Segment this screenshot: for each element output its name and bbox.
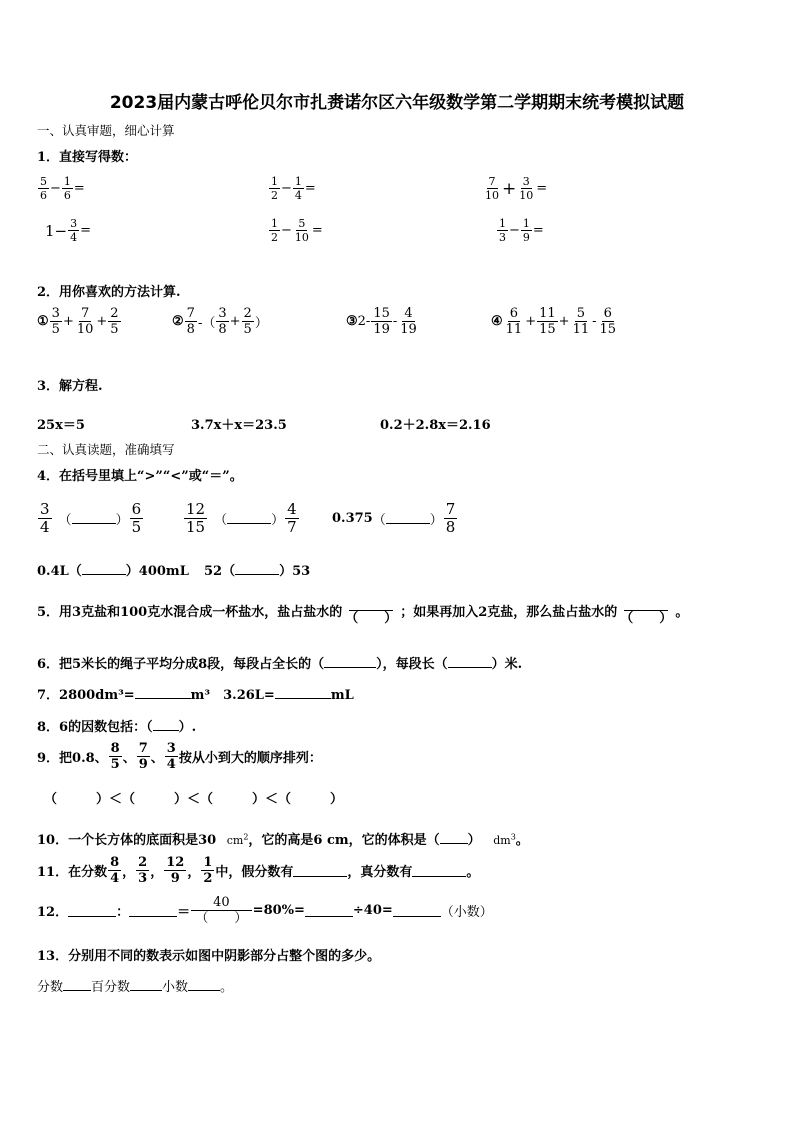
q4-blank-4[interactable] xyxy=(82,562,126,575)
q4-blank-1[interactable] xyxy=(72,511,116,524)
q10-blank[interactable] xyxy=(440,831,468,844)
q4-compare-5: 52（ ）53 xyxy=(204,564,311,579)
q7-blank-2[interactable] xyxy=(275,686,331,699)
q4-blank-2[interactable] xyxy=(227,511,271,524)
q4-compare-3: 0.375 （ ） $\frac{7}{8}$ xyxy=(332,500,456,536)
q8-blank[interactable] xyxy=(153,718,179,731)
question-7: 7．2800dm³= m³ 3.26L= mL xyxy=(37,688,354,703)
question-2-label: 2．用你喜欢的方法计算. xyxy=(37,285,181,300)
q11-blank-improper[interactable] xyxy=(293,864,347,877)
q5-blank-num-1[interactable] xyxy=(349,596,393,611)
q1-item-2: $\frac{1}{2}$ − $\frac{1}{4}$ = xyxy=(271,175,316,202)
q4-blank-3[interactable] xyxy=(386,511,430,524)
q3-equation-3: 0.2＋2.8x＝2.16 xyxy=(380,418,491,433)
question-11: 11．在分数 $\frac{8}{4}$ ， $\frac{2}{3}$ ， $\frac{12}{9}$ ， $\frac{1}{2}$ 中，假分数有 ，真分数有 。 xyxy=(37,855,480,886)
question-1-label: 1．直接写得数： xyxy=(37,150,138,165)
q7-blank-1[interactable] xyxy=(135,686,191,699)
q2-item-1: ① $\frac{3}{5}$ + $\frac{7}{10}$ + $\frac{2}{5}$ xyxy=(37,306,119,337)
q5-blank-num-2[interactable] xyxy=(624,596,668,611)
q2-item-2: ② $\frac{7}{8}$ -（ $\frac{3}{8}$ + $\frac{2}{5}$ ） xyxy=(172,306,268,337)
q1-item-1: $\frac{5}{6}$ − $\frac{1}{6}$ = xyxy=(40,175,85,202)
question-9: 9．把0.8、 $\frac{8}{5}$ 、 $\frac{7}{9}$ 、 $\frac{3}{4}$ 按从小到大的顺序排列： xyxy=(37,741,322,772)
q3-equation-1: 25x＝5 xyxy=(37,418,85,433)
question-13-label: 13．分别用不同的数表示如图中阴影部分占整个图的多少。 xyxy=(37,949,381,964)
q1-item-6: $\frac{1}{3}$ − $\frac{1}{9}$ = xyxy=(499,217,544,244)
question-4-label: 4．在括号里填上“>”“<”或“＝”。 xyxy=(37,469,243,484)
question-12: 12． ： ＝ $\frac{40}{( )}$ =80%= ÷40= （小数） xyxy=(37,895,493,926)
q2-item-3: ③ 2- $\frac{15}{19}$ - $\frac{4}{19}$ xyxy=(346,306,417,337)
q13-answer-line: 分数 百分数 小数 。 xyxy=(37,980,234,995)
q1-item-3: $\frac{7}{10}$ + $\frac{3}{10}$ = xyxy=(485,175,548,202)
question-6: 6．把5米长的绳子平均分成8段，每段占全长的（ ），每段长（ ）米. xyxy=(37,657,523,672)
q2-item-4: ④ $\frac{6}{11}$ + $\frac{11}{15}$ + $\frac{5}{11}$ - $\frac{6}{15}$ xyxy=(491,306,617,337)
q12-blank-2[interactable] xyxy=(129,904,177,917)
section-heading-2: 二、认真读题，准确填写 xyxy=(37,442,175,457)
q4-compare-1: $\frac{3}{4}$ （ ） $\frac{6}{5}$ xyxy=(40,500,142,536)
q12-blank-4[interactable] xyxy=(393,904,441,917)
q4-compare-4: 0.4L（ ）400mL xyxy=(37,564,189,579)
q1-item-5: $\frac{1}{2}$ − $\frac{5}{10}$ = xyxy=(271,217,323,244)
q12-blank-3[interactable] xyxy=(305,904,353,917)
question-5: 5．用3克盐和100克水混合成一杯盐水，盐占盐水的 （ ） ；如果再加入2克盐，那么盐占盐水的 （ ） 。 xyxy=(37,596,688,625)
q6-blank-2[interactable] xyxy=(448,655,492,668)
q4-compare-2: $\frac{12}{15}$ （ ） $\frac{4}{7}$ xyxy=(186,500,297,536)
q12-blank-1[interactable] xyxy=(68,904,116,917)
section-heading-1: 一、认真审题，细心计算 xyxy=(37,123,175,138)
q1-item-4: 1− $\frac{3}{4}$ = xyxy=(45,217,92,244)
q11-blank-proper[interactable] xyxy=(412,864,466,877)
q3-equation-2: 3.7x＋x＝23.5 xyxy=(191,418,287,433)
page-title: 2023届内蒙古呼伦贝尔市扎赉诺尔区六年级数学第二学期期末统考模拟试题 xyxy=(109,93,685,113)
question-3-label: 3．解方程. xyxy=(37,379,103,394)
q13-blank-fraction[interactable] xyxy=(63,978,91,991)
question-8: 8．6的因数包括：（ ）. xyxy=(37,720,197,735)
q9-order-line[interactable]: （ ）＜（ ）＜（ ）＜（ ） xyxy=(44,792,344,807)
q13-blank-decimal[interactable] xyxy=(188,978,220,991)
q13-blank-percent[interactable] xyxy=(130,978,162,991)
question-10: 10．一个长方体的底面积是30 $cm^2$，它的高是6 cm，它的体积是（ ） $dm^3$。 xyxy=(37,832,529,848)
q4-blank-5[interactable] xyxy=(235,562,279,575)
q6-blank-1[interactable] xyxy=(324,655,376,668)
